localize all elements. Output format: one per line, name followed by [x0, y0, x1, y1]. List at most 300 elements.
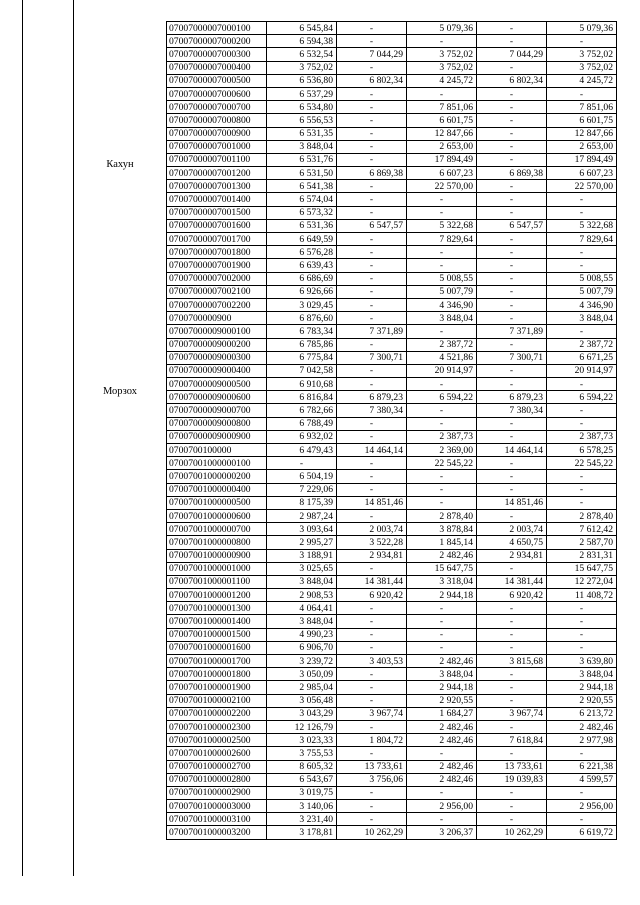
col1-cell: 3 093,64 — [267, 523, 337, 536]
col2-cell: - — [337, 378, 407, 391]
col5-cell: - — [547, 417, 617, 430]
col2-cell: 7 300,71 — [337, 351, 407, 364]
table-row — [167, 655, 617, 668]
col1-cell: 6 639,43 — [267, 259, 337, 272]
code-cell: 07007000007001000 — [167, 140, 267, 153]
code-cell: 0700700100000 — [167, 444, 267, 457]
col2-cell: - — [337, 101, 407, 114]
col5-cell: - — [547, 404, 617, 417]
col3-cell: - — [407, 496, 477, 509]
col3-cell: 3 318,04 — [407, 575, 477, 588]
col3-cell: - — [407, 470, 477, 483]
table-row — [167, 153, 617, 166]
col3-cell: 4 346,90 — [407, 298, 477, 311]
col2-cell: - — [337, 457, 407, 470]
table-row — [167, 707, 617, 720]
table-row — [167, 193, 617, 206]
col4-cell: - — [477, 800, 547, 813]
col4-cell: - — [477, 259, 547, 272]
col1-cell: 7 042,58 — [267, 364, 337, 377]
col2-cell: - — [337, 338, 407, 351]
table-row — [167, 74, 617, 87]
col2-cell: - — [337, 312, 407, 325]
col3-cell: 2 956,00 — [407, 800, 477, 813]
col2-cell: - — [337, 668, 407, 681]
code-cell: 07007000007000400 — [167, 61, 267, 74]
code-cell: 07007001000002700 — [167, 760, 267, 773]
col5-cell: 5 008,55 — [547, 272, 617, 285]
code-cell: 07007001000002800 — [167, 773, 267, 786]
col4-cell: 7 380,34 — [477, 404, 547, 417]
col4-cell: 2 003,74 — [477, 523, 547, 536]
col2-cell: - — [337, 681, 407, 694]
col5-cell: 2 920,55 — [547, 694, 617, 707]
col1-cell: 2 987,24 — [267, 509, 337, 522]
col1-cell: 3 848,04 — [267, 615, 337, 628]
code-cell: 07007000007000800 — [167, 114, 267, 127]
col3-cell: 2 482,46 — [407, 773, 477, 786]
col3-cell: - — [407, 87, 477, 100]
col1-cell: 6 788,49 — [267, 417, 337, 430]
col4-cell: 6 869,38 — [477, 167, 547, 180]
col3-cell: 17 894,49 — [407, 153, 477, 166]
code-cell: 07007000007000900 — [167, 127, 267, 140]
col3-cell: - — [407, 483, 477, 496]
table-row — [167, 575, 617, 588]
table-row — [167, 35, 617, 48]
col2-cell: - — [337, 22, 407, 35]
col5-cell: 6 671,25 — [547, 351, 617, 364]
col1-cell: 6 649,59 — [267, 233, 337, 246]
col4-cell: 3 815,68 — [477, 655, 547, 668]
col4-cell: - — [477, 87, 547, 100]
code-cell: 07007001000001500 — [167, 628, 267, 641]
col2-cell: 2 934,81 — [337, 549, 407, 562]
col1-cell: 4 990,23 — [267, 628, 337, 641]
col3-cell: - — [407, 404, 477, 417]
col4-cell: - — [477, 272, 547, 285]
col1-cell: 12 126,79 — [267, 720, 337, 733]
table-row — [167, 549, 617, 562]
col5-cell: 6 607,23 — [547, 167, 617, 180]
col5-cell: 2 587,70 — [547, 536, 617, 549]
col2-cell: 13 733,61 — [337, 760, 407, 773]
table-row — [167, 233, 617, 246]
col2-cell: 3 756,06 — [337, 773, 407, 786]
code-cell: 07007001000003200 — [167, 826, 267, 839]
col5-cell: 15 647,75 — [547, 562, 617, 575]
col4-cell: 6 879,23 — [477, 391, 547, 404]
col4-cell: - — [477, 470, 547, 483]
col3-cell: 2 369,00 — [407, 444, 477, 457]
table-row — [167, 101, 617, 114]
col4-cell: - — [477, 457, 547, 470]
col1-cell: 6 576,28 — [267, 246, 337, 259]
col5-cell: 3 752,02 — [547, 61, 617, 74]
col2-cell: - — [337, 272, 407, 285]
code-cell: 07007000009000100 — [167, 325, 267, 338]
col4-cell: 14 464,14 — [477, 444, 547, 457]
col3-cell: - — [407, 786, 477, 799]
col5-cell: - — [547, 35, 617, 48]
col2-cell: - — [337, 786, 407, 799]
col5-cell: 2 977,98 — [547, 734, 617, 747]
col2-cell: 14 464,14 — [337, 444, 407, 457]
col1-cell: 6 479,43 — [267, 444, 337, 457]
table-row — [167, 351, 617, 364]
col2-cell: 14 851,46 — [337, 496, 407, 509]
col2-cell: - — [337, 206, 407, 219]
col5-cell: 4 599,57 — [547, 773, 617, 786]
col1-cell: 3 848,04 — [267, 140, 337, 153]
code-cell: 07007001000000100 — [167, 457, 267, 470]
col2-cell: 3 403,53 — [337, 655, 407, 668]
col2-cell: - — [337, 813, 407, 826]
col3-cell: 5 008,55 — [407, 272, 477, 285]
col4-cell: 10 262,29 — [477, 826, 547, 839]
col3-cell: - — [407, 246, 477, 259]
col1-cell: - — [267, 457, 337, 470]
col5-cell: 3 848,04 — [547, 668, 617, 681]
col3-cell: - — [407, 259, 477, 272]
col4-cell: 7 618,84 — [477, 734, 547, 747]
col4-cell: - — [477, 378, 547, 391]
col4-cell: - — [477, 114, 547, 127]
col4-cell: - — [477, 641, 547, 654]
col3-cell: 7 851,06 — [407, 101, 477, 114]
table-row — [167, 589, 617, 602]
col4-cell: - — [477, 338, 547, 351]
col3-cell: - — [407, 747, 477, 760]
col4-cell: - — [477, 562, 547, 575]
col4-cell: - — [477, 615, 547, 628]
col5-cell: 4 245,72 — [547, 74, 617, 87]
col2-cell: 2 003,74 — [337, 523, 407, 536]
table-row — [167, 61, 617, 74]
col4-cell: 6 920,42 — [477, 589, 547, 602]
col1-cell: 8 605,32 — [267, 760, 337, 773]
code-cell: 07007001000002200 — [167, 707, 267, 720]
col3-cell: 2 944,18 — [407, 681, 477, 694]
table-row — [167, 180, 617, 193]
col1-cell: 6 531,35 — [267, 127, 337, 140]
col1-cell: 6 775,84 — [267, 351, 337, 364]
col5-cell: - — [547, 615, 617, 628]
col1-cell: 3 178,81 — [267, 826, 337, 839]
col4-cell: - — [477, 35, 547, 48]
col4-cell: - — [477, 747, 547, 760]
col2-cell: 7 044,29 — [337, 48, 407, 61]
code-cell: 07007000009000300 — [167, 351, 267, 364]
code-cell: 07007001000001800 — [167, 668, 267, 681]
table-row — [167, 760, 617, 773]
col1-cell: 6 541,38 — [267, 180, 337, 193]
code-cell: 07007001000000500 — [167, 496, 267, 509]
col5-cell: - — [547, 602, 617, 615]
table-row — [167, 496, 617, 509]
col1-cell: 6 876,60 — [267, 312, 337, 325]
table-row — [167, 734, 617, 747]
table-row — [167, 457, 617, 470]
col1-cell: 2 995,27 — [267, 536, 337, 549]
col5-cell: 6 578,25 — [547, 444, 617, 457]
col5-cell: 3 848,04 — [547, 312, 617, 325]
col1-cell: 3 848,04 — [267, 575, 337, 588]
code-cell: 07007001000001200 — [167, 589, 267, 602]
col2-cell: - — [337, 470, 407, 483]
col1-cell: 6 537,29 — [267, 87, 337, 100]
col3-cell: 3 878,84 — [407, 523, 477, 536]
col3-cell: 2 387,73 — [407, 430, 477, 443]
code-cell: 07007001000003000 — [167, 800, 267, 813]
col1-cell: 6 531,36 — [267, 219, 337, 232]
col4-cell: 3 967,74 — [477, 707, 547, 720]
table-row — [167, 813, 617, 826]
col2-cell: - — [337, 259, 407, 272]
col2-cell: - — [337, 641, 407, 654]
col2-cell: - — [337, 800, 407, 813]
col1-cell: 6 785,86 — [267, 338, 337, 351]
table-row — [167, 747, 617, 760]
col3-cell: 3 848,04 — [407, 312, 477, 325]
col5-cell: 2 831,31 — [547, 549, 617, 562]
code-cell: 07007000007000500 — [167, 74, 267, 87]
table-row — [167, 720, 617, 733]
code-cell: 07007001000000600 — [167, 509, 267, 522]
col4-cell: 14 851,46 — [477, 496, 547, 509]
col5-cell: - — [547, 786, 617, 799]
col4-cell: 7 371,89 — [477, 325, 547, 338]
col1-cell: 6 594,38 — [267, 35, 337, 48]
code-cell: 07007000007001500 — [167, 206, 267, 219]
code-cell: 07007001000001400 — [167, 615, 267, 628]
col4-cell: 7 300,71 — [477, 351, 547, 364]
code-cell: 07007001000001600 — [167, 641, 267, 654]
col4-cell: 13 733,61 — [477, 760, 547, 773]
col1-cell: 6 504,19 — [267, 470, 337, 483]
col1-cell: 3 056,48 — [267, 694, 337, 707]
code-cell: 0700700000900 — [167, 312, 267, 325]
col5-cell: 17 894,49 — [547, 153, 617, 166]
col4-cell: - — [477, 101, 547, 114]
col2-cell: - — [337, 285, 407, 298]
table-row — [167, 246, 617, 259]
code-cell: 07007000009000800 — [167, 417, 267, 430]
left-border-line — [22, 0, 23, 876]
table-row — [167, 786, 617, 799]
col5-cell: 6 601,75 — [547, 114, 617, 127]
col2-cell: 7 371,89 — [337, 325, 407, 338]
code-cell: 07007000007002100 — [167, 285, 267, 298]
col5-cell: - — [547, 246, 617, 259]
col5-cell: 20 914,97 — [547, 364, 617, 377]
col2-cell: - — [337, 193, 407, 206]
table-row — [167, 694, 617, 707]
col1-cell: 3 043,29 — [267, 707, 337, 720]
col1-cell: 3 029,45 — [267, 298, 337, 311]
col1-cell: 6 574,04 — [267, 193, 337, 206]
code-cell: 07007001000001000 — [167, 562, 267, 575]
col4-cell: - — [477, 668, 547, 681]
code-cell: 07007000007002000 — [167, 272, 267, 285]
col5-cell: 2 653,00 — [547, 140, 617, 153]
col2-cell: - — [337, 615, 407, 628]
col2-cell: - — [337, 233, 407, 246]
col4-cell: - — [477, 180, 547, 193]
code-cell: 07007000009000700 — [167, 404, 267, 417]
col3-cell: 22 570,00 — [407, 180, 477, 193]
col4-cell: - — [477, 246, 547, 259]
table-row — [167, 668, 617, 681]
table-row — [167, 444, 617, 457]
table-row — [167, 681, 617, 694]
col5-cell: - — [547, 378, 617, 391]
col3-cell: 2 482,46 — [407, 655, 477, 668]
code-cell: 07007001000000700 — [167, 523, 267, 536]
col3-cell: - — [407, 641, 477, 654]
col5-cell: 5 007,79 — [547, 285, 617, 298]
col1-cell: 3 025,65 — [267, 562, 337, 575]
code-cell: 07007000007000300 — [167, 48, 267, 61]
col2-cell: - — [337, 87, 407, 100]
col4-cell: 6 547,57 — [477, 219, 547, 232]
group-column-line — [73, 0, 74, 876]
col1-cell: 6 816,84 — [267, 391, 337, 404]
code-cell: 07007001000002900 — [167, 786, 267, 799]
col2-cell: - — [337, 153, 407, 166]
col4-cell: - — [477, 140, 547, 153]
col4-cell: - — [477, 298, 547, 311]
table-row — [167, 430, 617, 443]
col3-cell: - — [407, 35, 477, 48]
code-cell: 07007001000001900 — [167, 681, 267, 694]
col5-cell: 5 079,36 — [547, 22, 617, 35]
col5-cell: - — [547, 87, 617, 100]
code-cell: 07007000007000700 — [167, 101, 267, 114]
code-cell: 07007001000002100 — [167, 694, 267, 707]
col3-cell: 4 245,72 — [407, 74, 477, 87]
col2-cell: 14 381,44 — [337, 575, 407, 588]
col1-cell: 2 985,04 — [267, 681, 337, 694]
col3-cell: 3 752,02 — [407, 48, 477, 61]
table-row — [167, 628, 617, 641]
col4-cell: - — [477, 233, 547, 246]
col1-cell: 7 229,06 — [267, 483, 337, 496]
table-row — [167, 641, 617, 654]
col1-cell: 4 064,41 — [267, 602, 337, 615]
col3-cell: - — [407, 193, 477, 206]
col4-cell: - — [477, 206, 547, 219]
col3-cell: 5 007,79 — [407, 285, 477, 298]
col5-cell: - — [547, 193, 617, 206]
col1-cell: 3 140,06 — [267, 800, 337, 813]
col1-cell: 3 019,75 — [267, 786, 337, 799]
col4-cell: - — [477, 127, 547, 140]
code-cell: 07007001000001100 — [167, 575, 267, 588]
col5-cell: 22 545,22 — [547, 457, 617, 470]
code-cell: 07007001000000400 — [167, 483, 267, 496]
col4-cell: - — [477, 628, 547, 641]
code-cell: 07007000007001100 — [167, 153, 267, 166]
col3-cell: - — [407, 206, 477, 219]
col5-cell: 7 851,06 — [547, 101, 617, 114]
col3-cell: 2 482,46 — [407, 549, 477, 562]
code-cell: 07007000009000900 — [167, 430, 267, 443]
code-cell: 07007001000001700 — [167, 655, 267, 668]
col2-cell: - — [337, 747, 407, 760]
table-row — [167, 87, 617, 100]
col1-cell: 6 906,70 — [267, 641, 337, 654]
code-cell: 07007001000002500 — [167, 734, 267, 747]
col5-cell: - — [547, 325, 617, 338]
col5-cell: - — [547, 813, 617, 826]
col3-cell: 2 387,72 — [407, 338, 477, 351]
col1-cell: 2 908,53 — [267, 589, 337, 602]
code-cell: 07007000007000100 — [167, 22, 267, 35]
col4-cell: - — [477, 61, 547, 74]
col3-cell: 5 322,68 — [407, 219, 477, 232]
code-cell: 07007000009000600 — [167, 391, 267, 404]
code-cell: 07007000007001900 — [167, 259, 267, 272]
col3-cell: 2 878,40 — [407, 509, 477, 522]
col3-cell: 2 944,18 — [407, 589, 477, 602]
col1-cell: 3 188,91 — [267, 549, 337, 562]
code-cell: 07007000007000200 — [167, 35, 267, 48]
col2-cell: 10 262,29 — [337, 826, 407, 839]
col5-cell: 7 829,64 — [547, 233, 617, 246]
code-cell: 07007000009000400 — [167, 364, 267, 377]
table-row — [167, 417, 617, 430]
col2-cell: - — [337, 246, 407, 259]
col1-cell: 8 175,39 — [267, 496, 337, 509]
code-cell: 07007000007001600 — [167, 219, 267, 232]
col1-cell: 3 050,09 — [267, 668, 337, 681]
col2-cell: - — [337, 483, 407, 496]
group-label-kakhun: Кахун — [106, 159, 134, 170]
col1-cell: 3 231,40 — [267, 813, 337, 826]
table-row — [167, 48, 617, 61]
col2-cell: - — [337, 430, 407, 443]
col3-cell: 20 914,97 — [407, 364, 477, 377]
col4-cell: 4 650,75 — [477, 536, 547, 549]
col5-cell: 2 944,18 — [547, 681, 617, 694]
col3-cell: 3 752,02 — [407, 61, 477, 74]
table-row — [167, 298, 617, 311]
col4-cell: - — [477, 364, 547, 377]
col1-cell: 6 783,34 — [267, 325, 337, 338]
col2-cell: - — [337, 127, 407, 140]
col2-cell: 6 802,34 — [337, 74, 407, 87]
col1-cell: 3 023,33 — [267, 734, 337, 747]
col2-cell: - — [337, 628, 407, 641]
col5-cell: - — [547, 206, 617, 219]
col1-cell: 6 543,67 — [267, 773, 337, 786]
col2-cell: - — [337, 694, 407, 707]
col3-cell: 2 920,55 — [407, 694, 477, 707]
col5-cell: 2 878,40 — [547, 509, 617, 522]
data-table — [166, 21, 617, 840]
code-cell: 07007000009000500 — [167, 378, 267, 391]
col1-cell: 6 534,80 — [267, 101, 337, 114]
table-row — [167, 114, 617, 127]
col2-cell: - — [337, 35, 407, 48]
table-row — [167, 378, 617, 391]
col1-cell: 6 536,80 — [267, 74, 337, 87]
col5-cell: 6 213,72 — [547, 707, 617, 720]
col3-cell: 3 206,37 — [407, 826, 477, 839]
col3-cell: - — [407, 628, 477, 641]
col3-cell: 6 601,75 — [407, 114, 477, 127]
